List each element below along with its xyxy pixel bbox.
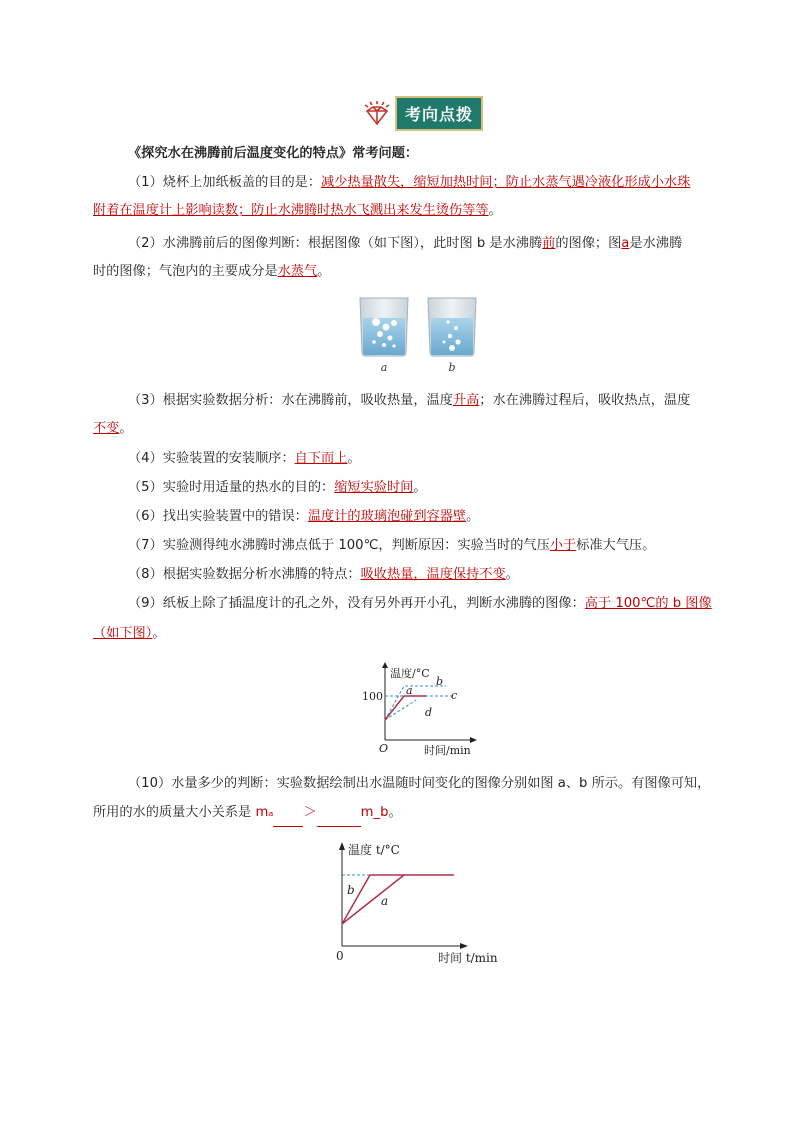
question-1-end: 。 [488, 203, 502, 218]
question-7-suffix: 标准大气压。 [576, 538, 656, 553]
question-2-line2-prefix: 时的图像；气泡内的主要成分是 [93, 264, 278, 279]
question-5-prefix: （5）实验时用适量的热水的目的： [128, 480, 335, 495]
question-9-answer-line2: （如下图） [93, 626, 153, 641]
question-3-answer-2: 不变 [93, 421, 120, 436]
graph1-ylabel: 温度/°C [390, 667, 430, 680]
question-6-end: 。 [466, 509, 480, 524]
question-6 [128, 504, 479, 530]
question-10-cont [93, 800, 402, 827]
graph2-label-a: a [381, 894, 389, 908]
question-10: （10）水量多少的判断：实验数据绘制出水温随时间变化的图像分别如图 a、b 所示。有图像可知， [128, 776, 711, 791]
question-3 [128, 388, 690, 414]
question-1-cont [93, 198, 502, 224]
question-2 [128, 231, 682, 257]
question-10-end: 。 [388, 805, 402, 820]
question-10-line2-prefix: 所用的水的质量大小关系是 [93, 805, 256, 820]
question-6-answer: 温度计的玻璃泡碰到容器壁 [307, 509, 467, 524]
question-7 [128, 533, 655, 559]
beaker-b [428, 298, 476, 356]
graph1-origin: O [379, 742, 389, 755]
question-5-end: 。 [413, 480, 427, 495]
question-1 [128, 170, 690, 196]
beaker-label-a: a [380, 361, 388, 374]
question-7-answer: 小于 [549, 538, 577, 553]
section-banner [359, 97, 483, 129]
question-2-answer-a: a [621, 236, 630, 251]
question-3-cont [93, 416, 133, 442]
question-8-answer: 吸收热量，温度保持不变 [360, 567, 506, 582]
graph1-line-d [385, 700, 416, 720]
question-9-answer-line1: 高于 100℃的 b 图像 [584, 596, 712, 611]
question-2-suffix: 是水沸腾 [629, 236, 683, 251]
question-2-end: 。 [317, 264, 331, 279]
question-8 [128, 562, 519, 588]
graph1-label-b: b [436, 675, 444, 688]
graph1-xlabel: 时间/min [424, 744, 471, 757]
question-4-answer: 自下而上 [294, 451, 348, 466]
graph1-x-arrow [470, 737, 477, 743]
question-5-answer: 缩短实验时间 [334, 480, 414, 495]
graph1-y-tick: 100 [362, 690, 383, 703]
graph1-y-arrow [382, 662, 388, 668]
beaker-label-b: b [448, 361, 456, 374]
question-8-prefix: （8）根据实验数据分析水沸腾的特点： [128, 567, 361, 582]
graph2-ylabel: 温度 t/°C [348, 843, 400, 857]
question-10-blank-2 [317, 800, 361, 827]
question-10-mb: m_b [360, 805, 389, 820]
graph-boiling-points [350, 658, 490, 760]
question-2-answer-qian: 前 [542, 236, 556, 251]
graph2-x-arrow [460, 943, 468, 949]
graph1-label-d: d [425, 706, 433, 719]
question-2-answer-vapor: 水蒸气 [277, 264, 318, 279]
beakers-figure [352, 292, 482, 376]
question-10-op: ＞ [303, 805, 317, 820]
graph1-label-a: a [406, 684, 413, 697]
question-1-prefix: （1）烧杯上加纸板盖的目的是： [128, 175, 322, 190]
graph2-xlabel: 时间 t/min [438, 951, 498, 965]
question-2-prefix: （2）水沸腾前后的图像判断：根据图像（如下图），此时图 b 是水沸腾 [128, 236, 543, 251]
question-3-end: 。 [119, 421, 133, 436]
question-9 [128, 591, 712, 617]
question-9-prefix: （9）纸板上除了插温度计的孔之外，没有另外再开小孔，判断水沸腾的图像： [128, 596, 585, 611]
graph-water-mass [322, 838, 502, 970]
question-1-answer-line2: 附着在温度计上影响读数；防止水沸腾时热水飞溅出来发生烫伤等等 [93, 203, 489, 218]
graph2-origin: 0 [336, 949, 344, 963]
graph1-line-b [385, 686, 446, 720]
graph2-y-arrow [339, 842, 345, 850]
question-2-mid: 的图像；图 [555, 236, 622, 251]
question-6-prefix: （6）找出实验装置中的错误： [128, 509, 308, 524]
question-9-cont [93, 621, 166, 647]
banner-title: 考向点拨 [395, 96, 483, 131]
graph1-label-c: c [451, 689, 458, 702]
diamond-icon [359, 98, 395, 128]
question-9-end: 。 [152, 626, 166, 641]
question-4 [128, 446, 361, 472]
question-3-mid: ；水在沸腾过程后，吸收热点，温度 [479, 393, 691, 408]
question-3-prefix: （3）根据实验数据分析：水在沸腾前，吸收热量，温度 [128, 393, 453, 408]
graph2-line-b [342, 875, 454, 924]
graph2-label-b: b [347, 883, 355, 897]
beaker-a [360, 298, 408, 356]
section-heading: 《探究水在沸腾前后温度变化的特点》常考问题： [128, 146, 419, 161]
question-3-answer-1: 升高 [452, 393, 480, 408]
question-1-answer-line1: 减少热量散失，缩短加热时间；防止水蒸气遇冷液化形成小水珠 [321, 175, 691, 190]
question-2-cont [93, 259, 330, 285]
question-5 [128, 475, 427, 501]
question-7-prefix: （7）实验测得纯水沸腾时沸点低于 100℃，判断原因：实验当时的气压 [128, 538, 550, 553]
question-4-end: 。 [347, 451, 361, 466]
question-10-blank-1 [273, 800, 303, 827]
question-10-ma: mₐ [255, 805, 274, 820]
question-4-prefix: （4）实验装置的安装顺序： [128, 451, 295, 466]
question-8-end: 。 [505, 567, 519, 582]
